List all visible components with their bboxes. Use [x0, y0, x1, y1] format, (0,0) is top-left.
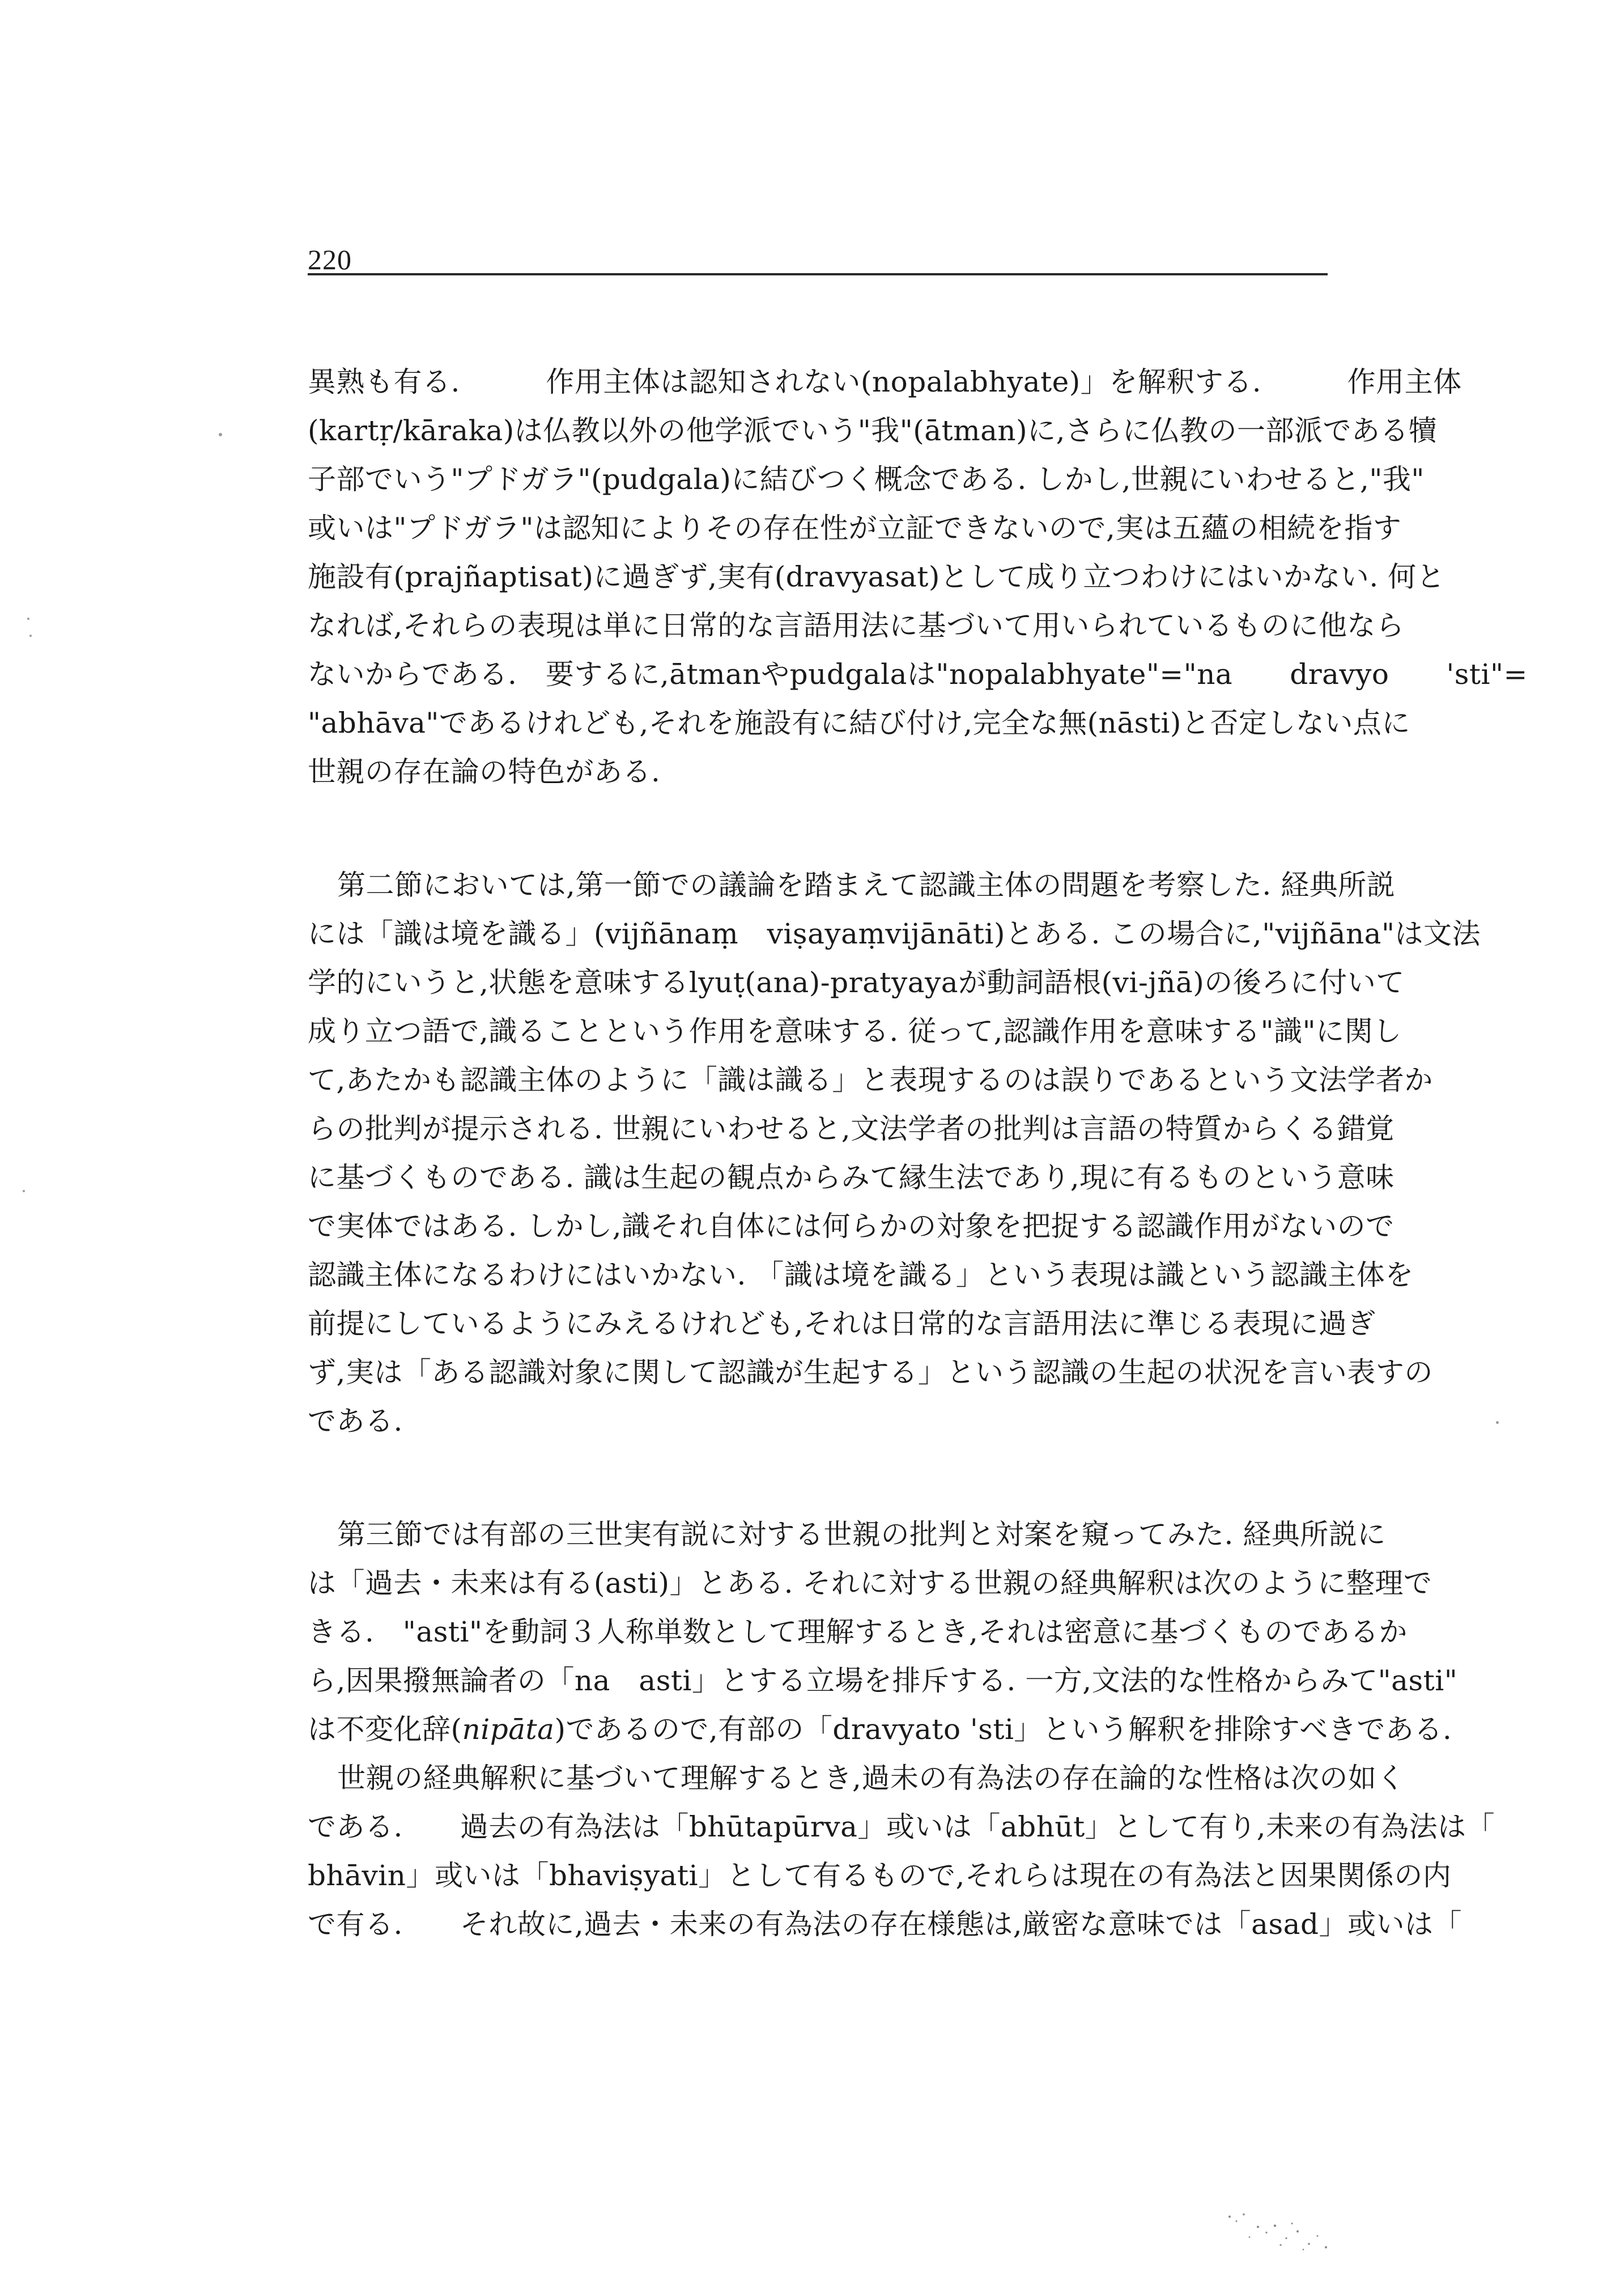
- text-line: ら,因果撥無論者の「na asti」とする立場を排斥する. 一方,文法的な性格からみて"asti": [308, 1664, 1458, 1697]
- text-line: である. 過去の有為法は「bhūtapūrva」或いは「abhūt」として有り,未来の有為法は「: [308, 1810, 1495, 1843]
- scan-speck: [27, 618, 29, 620]
- text-line: 認識主体になるわけにはいかない. 「識は境を識る」という表現は識という認識主体を: [308, 1258, 1414, 1291]
- text-line: 世親の経典解釈に基づいて理解するとき,過未の有為法の存在論的な性格は次の如く: [337, 1762, 1405, 1795]
- text-line: bhāvin」或いは「bhaviṣyati」として有るもので,それらは現在の有為法と因果関係の内: [308, 1859, 1452, 1892]
- page-number: 220: [308, 244, 352, 275]
- text-line: に基づくものである. 識は生起の観点からみて縁生法であり,現に有るものという意味: [308, 1161, 1395, 1194]
- text-line: 異熟も有る. 作用主体は認知されない(nopalabhyate)」を解釈する. 作用主体: [308, 365, 1462, 398]
- text-line: [308, 1706, 1452, 1753]
- text-line: "abhāva"であるけれども,それを施設有に結び付け,完全な無(nāsti)と否定しない点に: [308, 707, 1410, 739]
- scan-speck: [29, 635, 32, 637]
- text-run: )であるので,有部の「dravyato 'sti」という解釈を排除すべきである.: [554, 1713, 1452, 1746]
- text-line: 前提にしているようにみえるけれども,それは日常的な言語用法に準じる表現に過ぎ: [308, 1307, 1376, 1340]
- text-line: 成り立つ語で,識ることという作用を意味する. 従って,認識作用を意味する"識"に関し: [308, 1015, 1402, 1048]
- text-line: 学的にいうと,状態を意味するlyuṭ(ana)-pratyayaが動詞語根(vi-jñā)の後ろに付いて: [308, 966, 1405, 999]
- scan-speck: [23, 1190, 25, 1192]
- text-line: 第三節では有部の三世実有説に対する世親の批判と対案を窺ってみた. 経典所説に: [337, 1518, 1386, 1551]
- text-line: で有る. それ故に,過去・未来の有為法の存在様態は,厳密な意味では「asad」或いは「: [308, 1908, 1462, 1941]
- text-line: には「識は境を識る」(vijñānaṃ viṣayaṃvijānāti)とある. この場合に,"vijñāna"は文法: [308, 917, 1481, 950]
- text-line: 子部でいう"プドガラ"(pudgala)に結びつく概念である. しかし,世親にいわせると,"我": [308, 463, 1425, 496]
- text-line: きる. "asti"を動詞３人称単数として理解するとき,それは密意に基づくものであるか: [308, 1615, 1408, 1648]
- text-line: 或いは"プドガラ"は認知によりその存在性が立証できないので,実は五蘊の相続を指す: [308, 512, 1402, 545]
- text-line: で実体ではある. しかし,識それ自体には何らかの対象を把捉する認識作用がないので: [308, 1210, 1395, 1243]
- scan-speck: [219, 433, 222, 436]
- text-line: 世親の存在論の特色がある.: [308, 755, 661, 788]
- text-line: 施設有(prajñaptisat)に過ぎず,実有(dravyasat)として成り立つわけにはいかない. 何と: [308, 560, 1446, 593]
- text-line: (kartṛ/kāraka)は仏教以外の他学派でいう"我"(ātman)に,さらに仏教の一部派である犢: [308, 414, 1438, 447]
- text-line: て,あたかも認識主体のように「識は識る」と表現するのは誤りであるという文法学者か: [308, 1064, 1433, 1096]
- text-run: は不変化辞(: [308, 1713, 462, 1746]
- scan-noise: [1224, 2210, 1337, 2255]
- text-line: ず,実は「ある認識対象に関して認識が生起する」という認識の生起の状況を言い表すの: [308, 1356, 1433, 1389]
- text-line: 第二節においては,第一節での議論を踏まえて認識主体の問題を考察した. 経典所説: [337, 869, 1396, 902]
- header-rule: [308, 273, 1328, 275]
- nipata-term: nipāta: [462, 1713, 555, 1746]
- text-line: らの批判が提示される. 世親にいわせると,文法学者の批判は言語の特質からくる錯覚: [308, 1112, 1395, 1145]
- text-line: は「過去・未来は有る(asti)」とある. それに対する世親の経典解釈は次のように整理で: [308, 1567, 1432, 1600]
- text-line: ないからである. 要するに,ātmanやpudgalaは"nopalabhyate"="na dravyo 'sti"=: [308, 658, 1528, 691]
- scan-speck: [1496, 1421, 1499, 1424]
- text-line: なれば,それらの表現は単に日常的な言語用法に基づいて用いられているものに他なら: [308, 609, 1405, 642]
- text-line: である.: [308, 1405, 403, 1438]
